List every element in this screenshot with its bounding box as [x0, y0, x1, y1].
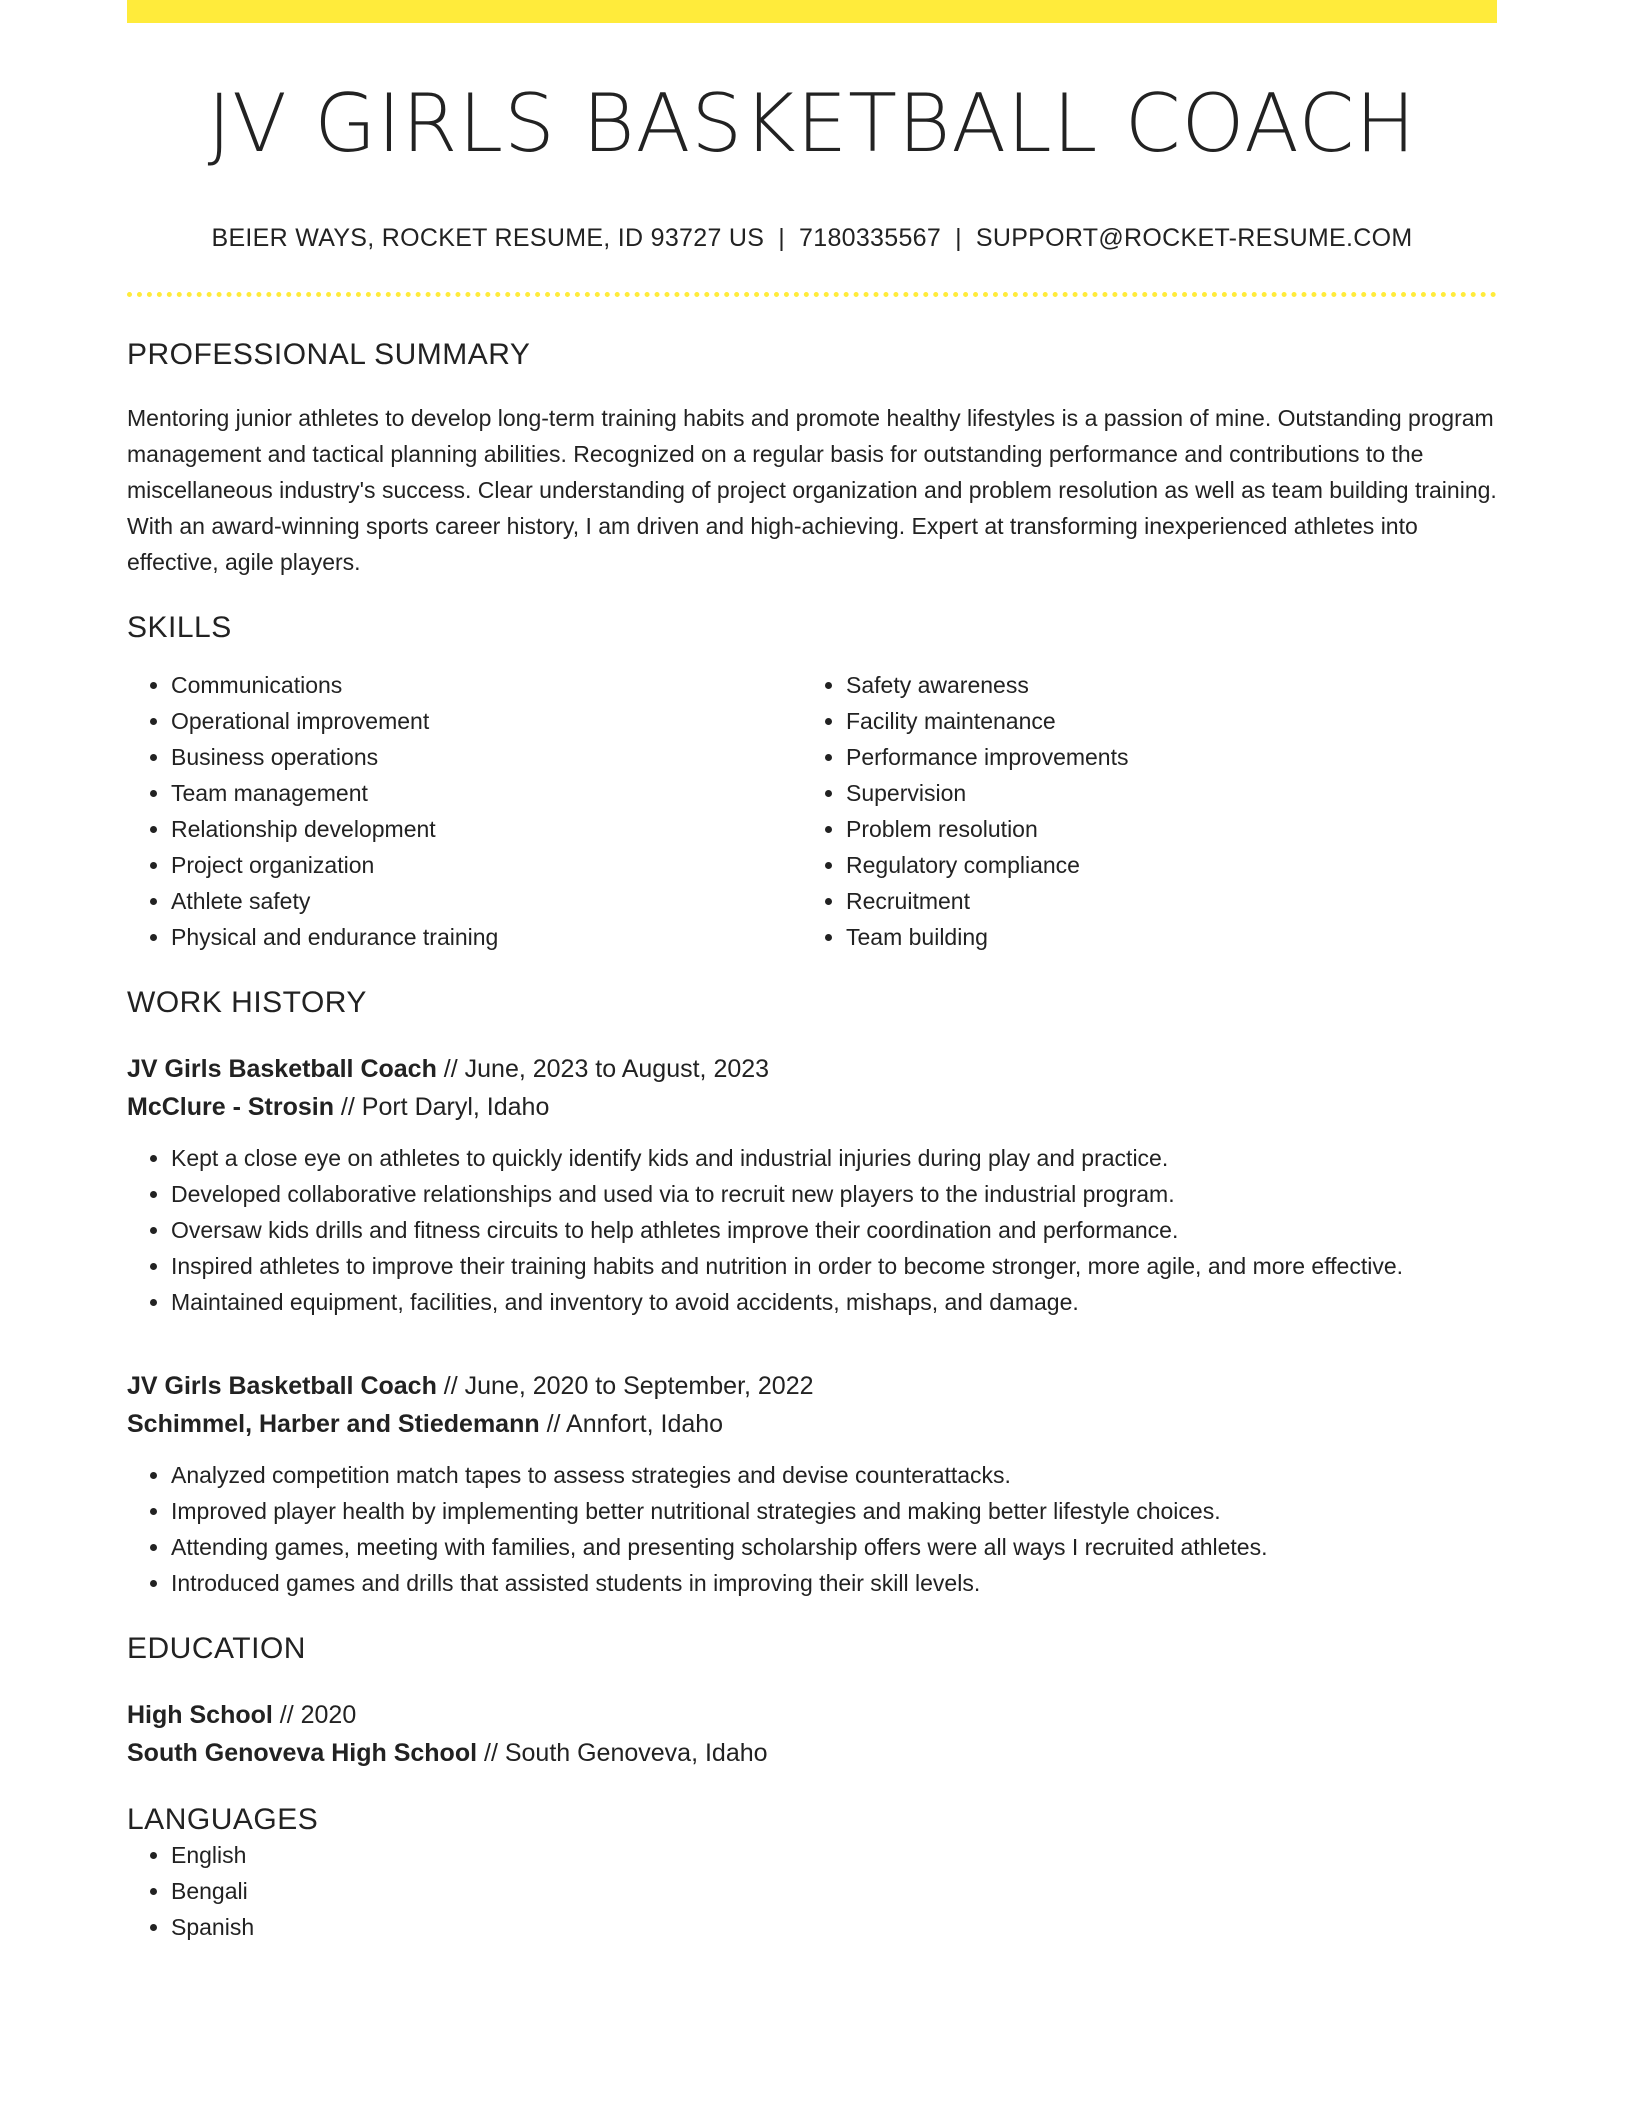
skill-item: • Relationship development	[171, 811, 802, 847]
work-history-title: WORK HISTORY	[127, 986, 367, 1019]
skill-item: • Operational improvement	[171, 703, 802, 739]
job-bullet: • Improved player health by implementing better nutritional strategies and making better lifestyle choices.	[171, 1493, 1497, 1529]
job-location: // Annfort, Idaho	[539, 1410, 724, 1438]
job-role-line	[127, 1050, 1497, 1088]
job-company-line	[127, 1405, 1497, 1443]
job-entry	[127, 1367, 1497, 1601]
skill-item: • Problem resolution	[846, 811, 1477, 847]
education-title: EDUCATION	[127, 1632, 306, 1665]
skill-item: • Athlete safety	[171, 883, 802, 919]
contact-separator: |	[955, 224, 962, 252]
skills-list-right	[802, 667, 1477, 955]
top-accent-bar	[127, 0, 1497, 23]
job-company: McClure - Strosin	[127, 1093, 334, 1121]
contact-separator: |	[778, 224, 786, 252]
skill-item: • Supervision	[846, 775, 1477, 811]
skill-item: • Regulatory compliance	[846, 847, 1477, 883]
contact-address: BEIER WAYS, ROCKET RESUME, ID 93727 US	[211, 224, 765, 252]
skill-item: • Communications	[171, 667, 802, 703]
job-bullet: • Oversaw kids drills and fitness circuits to help athletes improve their coordination and performance.	[171, 1212, 1497, 1248]
job-dates: // June, 2023 to August, 2023	[436, 1055, 770, 1083]
skill-item: • Facility maintenance	[846, 703, 1477, 739]
resume-name: JV GIRLS BASKETBALL COACH	[207, 77, 1417, 170]
job-company-line	[127, 1088, 1497, 1126]
job-role: JV Girls Basketball Coach	[127, 1055, 437, 1083]
skill-item: • Team management	[171, 775, 802, 811]
skills-grid	[127, 667, 1497, 955]
job-bullets	[127, 1140, 1497, 1320]
education-school-line	[127, 1734, 1497, 1772]
summary-title: PROFESSIONAL SUMMARY	[127, 338, 531, 371]
job-bullet: • Attending games, meeting with families, and presenting scholarship offers were all ways I recruited athletes.	[171, 1529, 1497, 1565]
languages-list	[127, 1837, 1497, 1945]
summary-text: Mentoring junior athletes to develop long-term training habits and promote healthy lifestyles is a passion of mine. Outstanding program management and tactical planning abilities. Recognized on a regular basis for outstanding performance and contributions to the miscellaneous industry's success. Clear understanding of project organization and problem resolution as well as team building training. With an award-winning sports career history, I am driven and high-achieving. Expert at transforming inexperienced athletes into effective, agile players.	[127, 405, 1497, 575]
skills-column-right	[802, 667, 1477, 955]
skills-column-left	[127, 667, 802, 955]
contact-line	[127, 224, 1497, 253]
skill-item: • Business operations	[171, 739, 802, 775]
job-bullet: • Analyzed competition match tapes to assess strategies and devise counterattacks.	[171, 1457, 1497, 1493]
language-item: • Spanish	[171, 1909, 1497, 1945]
job-entry	[127, 1050, 1497, 1320]
job-dates: // June, 2020 to September, 2022	[436, 1372, 814, 1400]
education-degree-line	[127, 1696, 1497, 1734]
education-school: South Genoveva High School	[127, 1739, 478, 1767]
job-role: JV Girls Basketball Coach	[127, 1372, 437, 1400]
job-bullet: • Introduced games and drills that assisted students in improving their skill levels.	[171, 1565, 1497, 1601]
job-location: // Port Daryl, Idaho	[333, 1093, 550, 1121]
job-company: Schimmel, Harber and Stiedemann	[127, 1410, 540, 1438]
job-role-line	[127, 1367, 1497, 1405]
dotted-divider	[127, 292, 1497, 297]
contact-phone[interactable]: 7180335567	[799, 224, 942, 252]
education-year: // 2020	[272, 1701, 357, 1729]
job-bullet: • Maintained equipment, facilities, and inventory to avoid accidents, mishaps, and damage.	[171, 1284, 1497, 1320]
language-item: • Bengali	[171, 1873, 1497, 1909]
skill-item: • Performance improvements	[846, 739, 1477, 775]
education-degree: High School	[127, 1701, 273, 1729]
languages-title: LANGUAGES	[127, 1803, 319, 1836]
job-bullet: • Inspired athletes to improve their training habits and nutrition in order to become stronger, more agile, and more effective.	[171, 1248, 1497, 1284]
contact-email[interactable]: SUPPORT@ROCKET-RESUME.COM	[975, 224, 1413, 252]
resume-page	[127, 0, 1497, 1945]
language-item: • English	[171, 1837, 1497, 1873]
education-location: // South Genoveva, Idaho	[477, 1739, 768, 1767]
skill-item: • Team building	[846, 919, 1477, 955]
skill-item: • Recruitment	[846, 883, 1477, 919]
job-bullets	[127, 1457, 1497, 1601]
skills-list-left	[127, 667, 802, 955]
skill-item: • Safety awareness	[846, 667, 1477, 703]
job-bullet: • Kept a close eye on athletes to quickly identify kids and industrial injuries during play and practice.	[171, 1140, 1497, 1176]
job-bullet: • Developed collaborative relationships and used via to recruit new players to the industrial program.	[171, 1176, 1497, 1212]
skill-item: • Physical and endurance training	[171, 919, 802, 955]
skills-title: SKILLS	[127, 611, 232, 644]
education-entry	[127, 1696, 1497, 1772]
skill-item: • Project organization	[171, 847, 802, 883]
